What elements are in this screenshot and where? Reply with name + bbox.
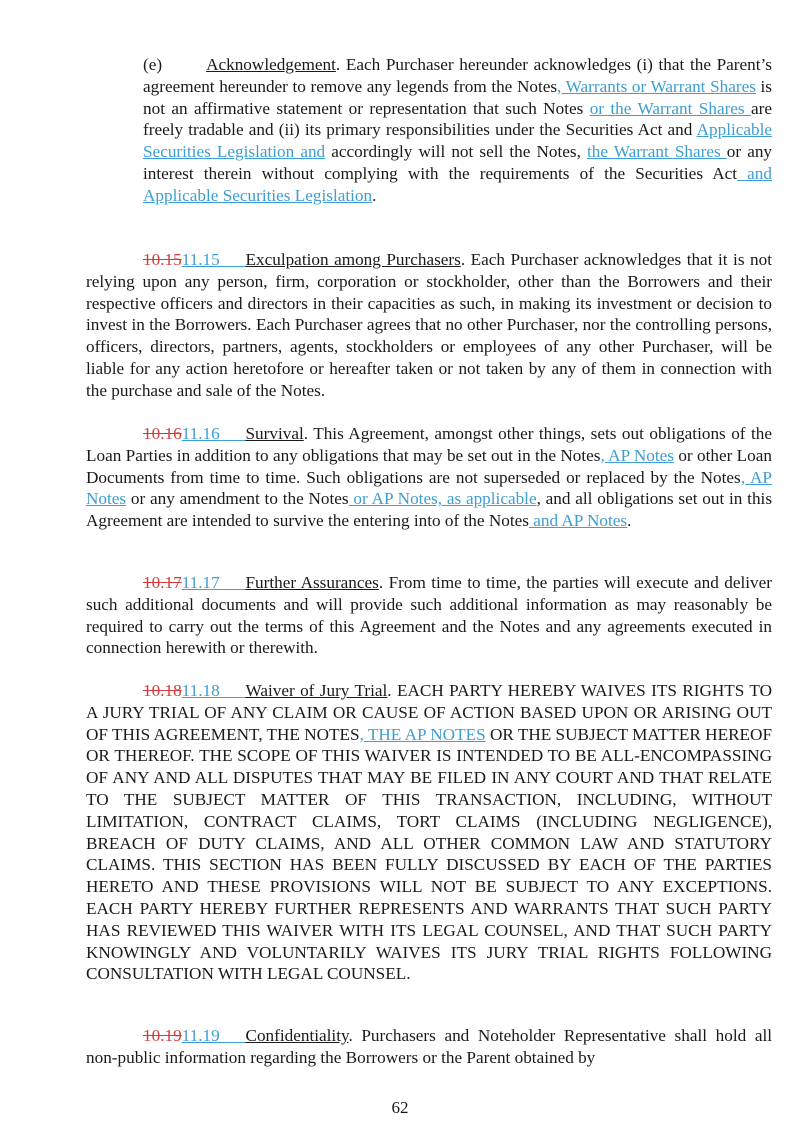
section-heading: Waiver of Jury Trial: [245, 681, 388, 700]
body-text: .: [627, 511, 632, 531]
clause-heading: Acknowledgement: [206, 55, 336, 74]
inserted-section-number: 11.18: [181, 681, 220, 700]
inserted-text: , AP Notes: [600, 445, 674, 465]
deleted-section-number: 10.17: [143, 573, 182, 592]
body-text: THIS SECTION HAS BEEN FULLY DISCUSSED BY EACH OF THE PARTIES HERETO AND THESE PROVISIONS WILL NOT BE SUBJECT TO ANY EXCEPTIONS.: [86, 855, 772, 897]
section-11-17: [86, 572, 772, 659]
body-text: .: [387, 681, 397, 700]
inserted-section-number: 11.16: [181, 424, 220, 443]
body-text: .: [303, 424, 309, 443]
body-text: THE SCOPE OF THIS WAIVER IS INTENDED TO BE ALL-ENCOMPASSING OF ANY AND ALL DISPUTES THAT MAY BE FILED IN ANY COURT AND THAT RELATE TO THE SUBJECT MATTER OF THIS TRANSACTION, INCLUDING, WITHOUT LIMITATION, CONTRACT CLAIMS, TORT CLAIMS (INCLUDING NEGLIGENCE), BREACH OF DUTY CLAIMS, AND ALL OTHER COMMON LAW AND STATUTORY CLAIMS.: [86, 746, 772, 875]
deleted-section-number: 10.15: [143, 250, 182, 269]
section-11-18: [86, 680, 772, 985]
section-heading: Exculpation among Purchasers: [245, 250, 461, 269]
body-text: .: [372, 185, 377, 205]
page-number: 62: [391, 1098, 409, 1117]
body-text: or other Loan Documents from time to time. Such obligations are not superseded or replaced by the Notes: [86, 445, 772, 487]
deleted-section-number: 10.19: [143, 1026, 182, 1045]
inserted-text: the Warrant Shares: [587, 142, 727, 162]
inserted-section-number: 11.19: [181, 1026, 220, 1045]
body-text: EACH PARTY HEREBY FURTHER REPRESENTS AND WARRANTS THAT SUCH PARTY HAS REVIEWED THIS WAIVER WITH ITS LEGAL COUNSEL, AND THAT SUCH PARTY KNOWINGLY AND VOLUNTARILY WAIVES ITS JURY TRIAL RIGHTS FOLLOWING CONSULTATION WITH LEGAL COUNSEL.: [86, 898, 772, 984]
body-text: , and all obligations set out in this Agreement are intended to survive the entering into of the Notes: [86, 489, 773, 531]
body-text: From time to time, the parties will execute and deliver such additional documents and will provide such additional information as may reasonably be required to carry out the terms of this Agreement and the Notes and any agreements executed in connection herewith or therewith.: [86, 573, 772, 658]
paragraph-acknowledgement: [143, 54, 772, 207]
inserted-text: or the Warrant Shares: [589, 98, 752, 118]
inserted-text: , Warrants or Warrant Shares: [557, 76, 756, 96]
deleted-section-number: 10.18: [143, 681, 182, 700]
body-text: EACH PARTY HEREBY WAIVES ITS RIGHTS TO A JURY TRIAL OF ANY CLAIM OR CAUSE OF ACTION BASED UPON OR ARISING OUT OF THIS AGREEMENT, THE NOTES: [86, 681, 773, 744]
deleted-section-number: 10.16: [143, 424, 182, 443]
body-text: are freely tradable and (ii) its primary responsibilities under the Securities Act and: [143, 98, 772, 140]
inserted-text: Applicable Securities Legislation and: [143, 120, 772, 162]
section-heading: Confidentiality: [245, 1026, 349, 1045]
inserted-text: , THE AP NOTES: [359, 724, 486, 744]
body-text: or any interest therein without complying with the requirements of the Securities Act: [143, 142, 773, 183]
body-text: .: [460, 250, 471, 269]
inserted-text: or AP Notes, as applicable: [348, 489, 537, 509]
body-text: Each Purchaser agrees that no other Purchaser, nor the controlling persons, officers, directors, partners, agents, stockholders or employees of any other Purchaser, will be liable for any action heretofore or hereafter taken or not taken by any of them in connection with the purchase and sale of the Notes.: [86, 315, 772, 400]
section-11-16: [86, 423, 772, 532]
inserted-section-number: 11.15: [181, 250, 220, 269]
inserted-text: and Applicable Securities Legislation: [143, 163, 772, 205]
clause-label: (e): [143, 55, 163, 74]
body-text: is not an affirmative statement or representation that such Notes: [143, 76, 772, 118]
section-heading: Survival: [245, 424, 304, 443]
section-11-19: [86, 1025, 772, 1069]
body-text: or any amendment to the Notes: [126, 489, 349, 509]
inserted-section-number: 11.17: [181, 573, 220, 592]
body-text: . Each Purchaser hereunder acknowledges (i) that the Parent’s agreement hereunder to remove any legends from the Notes: [143, 55, 772, 96]
body-text: .: [378, 573, 384, 592]
section-heading: Further Assurances: [245, 573, 379, 592]
body-text: OR THE SUBJECT MATTER HEREOF OR THEREOF.: [86, 724, 772, 766]
inserted-text: , AP Notes: [86, 467, 772, 509]
body-text: . Purchasers and Noteholder Representative shall hold all non-public information regarding the Borrowers or the Parent obtained by: [86, 1026, 772, 1067]
body-text: accordingly will not sell the Notes,: [325, 142, 587, 162]
body-text: This Agreement, amongst other things, sets out obligations of the Loan Parties in addition to any obligations that may be set out in the Notes: [86, 424, 772, 465]
body-text: Each Purchaser acknowledges that it is not relying upon any person, firm, corporation or stockholder, other than the Borrowers and their respective officers and directors in their capacities as such, in making its investment or decision to invest in the Borrowers.: [86, 250, 772, 335]
section-11-15: [86, 249, 772, 402]
inserted-text: and AP Notes: [528, 511, 628, 531]
